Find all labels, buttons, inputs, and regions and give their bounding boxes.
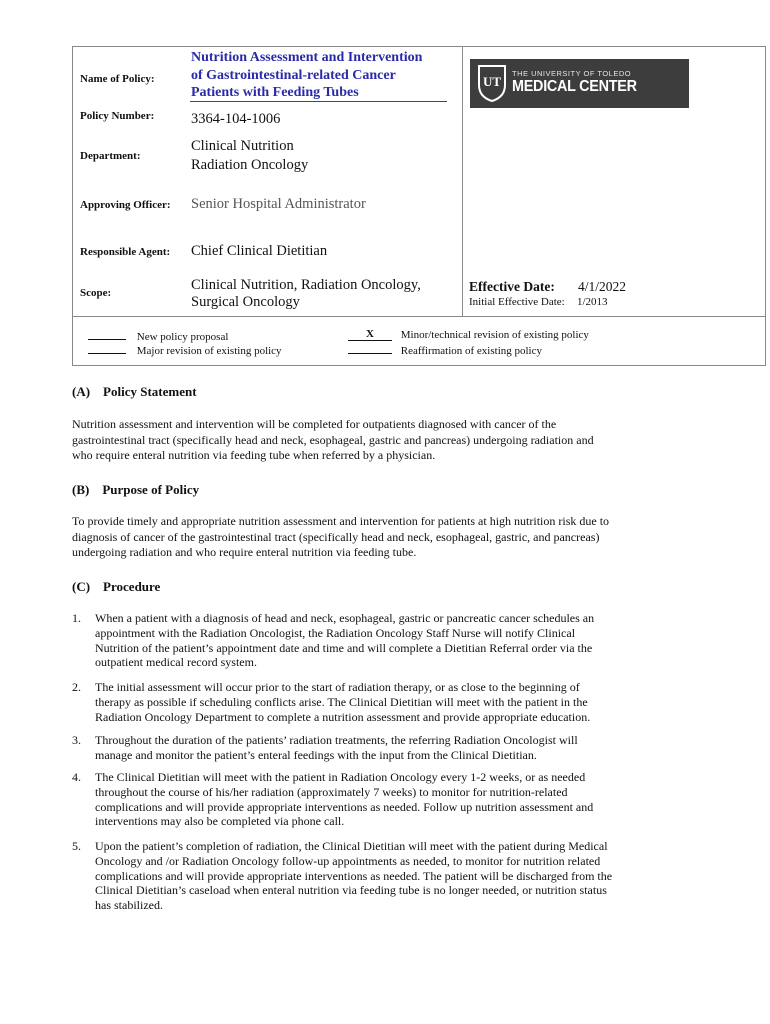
revision-minor-mark: X [366, 328, 374, 340]
revision-minor-label: Minor/technical revision of existing policy [400, 329, 589, 341]
responsible-agent-label: Responsible Agent: [80, 246, 171, 258]
procedure-item [72, 733, 712, 763]
procedure-item [72, 680, 712, 725]
procedure-item-number: 4. [72, 770, 81, 784]
policy-title [191, 49, 451, 102]
title-underline [190, 101, 447, 102]
revision-minor-blank [348, 329, 392, 341]
procedure-item-number: 3. [72, 733, 81, 747]
procedure-4-line-1: The Clinical Dietitian will meet with the patient in Radiation Oncology every 1-2 weeks, or as needed [95, 770, 586, 784]
scope-line-2: Surgical Oncology [191, 294, 300, 310]
revision-major [88, 343, 282, 357]
policy-title-line-1: Nutrition Assessment and Intervention [191, 50, 423, 65]
procedure-item-text [95, 839, 695, 913]
scope-value [191, 277, 421, 311]
scope-label: Scope: [80, 287, 112, 299]
procedure-1-line-2: appointment with the Radiation Oncologist, the Radiation Oncology Staff Nurse will notify Clinical [95, 625, 576, 640]
revision-major-label: Major revision of existing policy [136, 345, 282, 357]
section-b-line-3: undergoing radiation and who require enteral nutrition via feeding tube. [72, 545, 417, 559]
responsible-agent-value: Chief Clinical Dietitian [191, 243, 328, 259]
procedure-5-line-1: Upon the patient’s completion of radiation, the Clinical Dietitian will meet with the patient during Medical [95, 839, 608, 853]
department-value [191, 137, 308, 175]
ut-shield-icon [476, 63, 508, 103]
procedure-item-text [95, 733, 695, 763]
revision-reaffirm [348, 343, 542, 357]
section-a-line-2: gastrointestinal tract (specifically head and neck, esophageal, gastric and pancreas) undergoing radiation and [72, 432, 594, 447]
policy-title-line-2: of Gastrointestinal-related Cancer [191, 67, 396, 83]
revision-reaffirm-label: Reaffirmation of existing policy [400, 345, 542, 357]
revision-new-policy [88, 329, 228, 343]
procedure-1-line-4: outpatient medical record system. [95, 655, 257, 670]
header-border-bottom [72, 365, 766, 366]
approving-officer-label: Approving Officer: [80, 199, 171, 211]
effective-date-label: Effective Date: [469, 279, 555, 294]
procedure-item-number: 1. [72, 611, 81, 625]
header-border-right [765, 46, 766, 366]
section-a-body [72, 417, 712, 464]
section-a-heading: (A) Policy Statement [72, 384, 197, 399]
procedure-1-line-1: When a patient with a diagnosis of head and neck, esophageal, gastric or pancreatic cancer schedules an [95, 611, 595, 625]
procedure-2-line-3: Radiation Oncology Department to complete a nutrition assessment and provide appropriate education. [95, 709, 591, 724]
name-of-policy-label: Name of Policy: [80, 73, 155, 85]
procedure-item [72, 839, 712, 915]
header-border-left [72, 46, 73, 366]
revision-new-blank [88, 329, 126, 340]
initial-effective-date-value: 1/2013 [577, 296, 608, 308]
effective-date-value: 4/1/2022 [578, 279, 627, 294]
section-c-heading: (C) Procedure [72, 579, 161, 594]
department-line-2: Radiation Oncology [191, 157, 309, 173]
section-a-line-1: Nutrition assessment and intervention will be completed for outpatients diagnosed with cancer of the [72, 417, 557, 431]
section-b-line-2: diagnosis of cancer of the gastrointestinal tract (specifically head and neck, esophageal, gastric, and pancreas) [72, 529, 600, 544]
department-line-1: Clinical Nutrition [191, 138, 294, 154]
procedure-4-line-4: interventions may also be completed via phone call. [95, 814, 345, 829]
revision-minor [348, 329, 589, 341]
revision-new-label: New policy proposal [136, 331, 229, 343]
ut-mark-text: UT [482, 74, 502, 89]
policy-number-value: 3364-104-1006 [191, 111, 281, 127]
logo-university-text: THE UNIVERSITY OF TOLEDO [512, 69, 632, 78]
policy-title-line-3: Patients with Feeding Tubes [191, 85, 359, 100]
procedure-4-line-3: complications and will provide appropriate interventions as needed. Follow up nutrition assessment and [95, 799, 594, 814]
section-b-line-1: To provide timely and appropriate nutrition assessment and intervention for patients at high nutrition risk due to [72, 514, 610, 528]
section-b-heading: (B) Purpose of Policy [72, 482, 200, 497]
procedure-item-number: 5. [72, 839, 81, 853]
procedure-item-text [95, 680, 695, 724]
procedure-2-line-1: The initial assessment will occur prior to the start of radiation therapy, or as close to the beginning of [95, 680, 580, 694]
procedure-4-line-2: throughout the course of his/her radiation (approximately 7 weeks) to monitor for nutrition-related [95, 784, 568, 799]
section-b-body [72, 514, 712, 561]
procedure-3-line-2: manage and monitor the patient’s enteral feedings with the input from the Clinical Dietitian. [95, 747, 537, 762]
header-revision-divider [72, 316, 766, 317]
procedure-item [72, 611, 712, 671]
procedure-5-line-3: complications and will provide appropriate interventions as needed. The patient will be discharged from the [95, 868, 613, 883]
procedure-2-line-2: therapy as possible if scheduling conflicts arise. The Clinical Dietitian will meet with the patient in the [95, 694, 588, 709]
procedure-5-line-5: has stabilized. [95, 898, 163, 913]
procedure-3-line-1: Throughout the duration of the patients’ radiation treatments, the referring Radiation Oncologist will [95, 733, 578, 747]
section-a-line-3: who require enteral nutrition via feeding tube when referred by a physician. [72, 448, 436, 462]
scope-line-1: Clinical Nutrition, Radiation Oncology, [191, 277, 421, 293]
header-border-top [72, 46, 766, 47]
revision-reaffirm-blank [348, 343, 392, 354]
policy-number-label: Policy Number: [80, 110, 155, 122]
header-column-divider [462, 46, 463, 316]
procedure-item-text [95, 770, 695, 829]
procedure-item-text [95, 611, 695, 670]
procedure-item-number: 2. [72, 680, 81, 694]
revision-major-blank [88, 343, 126, 354]
logo-medical-center-text: MEDICAL CENTER [512, 78, 637, 95]
procedure-1-line-3: Nutrition of the patient’s appointment date and time and will complete a Dietitian Referral order via the [95, 640, 593, 655]
initial-effective-date-label: Initial Effective Date: [469, 296, 565, 308]
procedure-5-line-2: Oncology and /or Radiation Oncology follow-up appointments as needed, to monitor for nutrition related [95, 853, 601, 868]
procedure-item [72, 770, 712, 830]
procedure-5-line-4: Clinical Dietitian’s caseload when enteral nutrition via feeding tube is no longer needed, or nutrition status [95, 883, 607, 898]
department-label: Department: [80, 150, 141, 162]
approving-officer-value: Senior Hospital Administrator [191, 196, 366, 212]
